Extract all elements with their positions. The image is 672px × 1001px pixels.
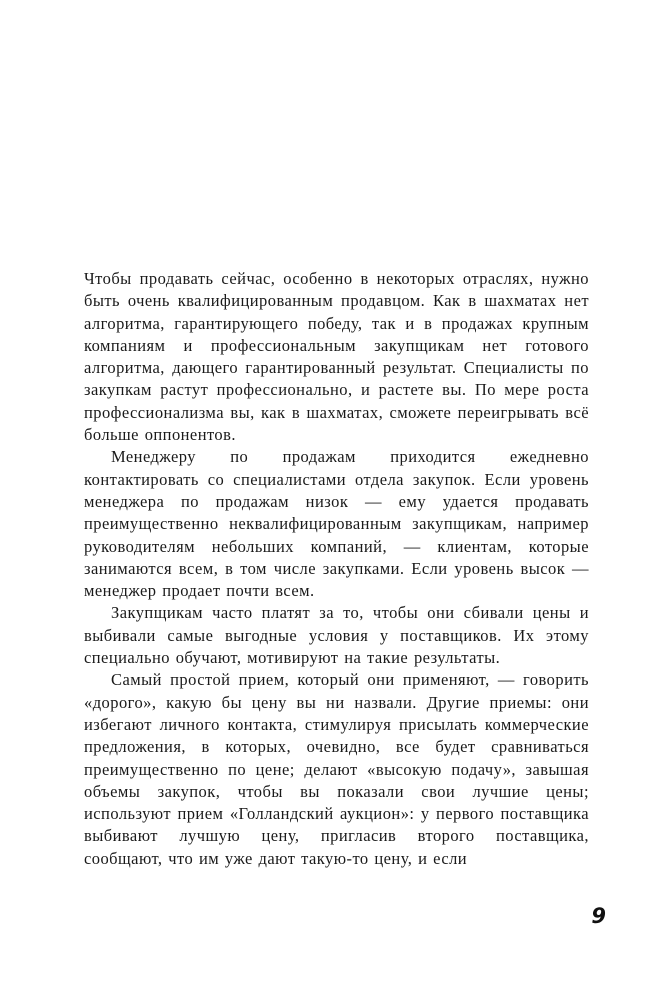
body-text — [84, 268, 589, 870]
paragraph-2: Менеджеру по продажам приходится ежедневно контактировать со специалистами отдела закупок. Если уровень менеджера по продажам низок — ему удается продавать преимущественно неквалифицированным закупщикам, например руководителям небольших компаний, — клиентам, которые занимаются всем, в том числе закупками. Если уровень высок — менеджер продает почти всем. — [84, 447, 589, 601]
paragraph-4: Самый простой прием, который они применяют, — говорить «дорого», какую бы цену вы ни назвали. Другие приемы: они избегают личного контакта, стимулируя присылать коммерческие предложения, в которых, очевидно, все будет сравниваться преимущественно по цене; делают «высокую подачу», завышая объемы закупок, чтобы вы показали свои лучшие цены; используют прием «Голландский аукцион»: у первого поставщика выбивают лучшую цену, пригласив второго поставщика, сообщают, что им уже дают такую-то цену, и если — [84, 670, 589, 868]
page-number: 9 — [591, 904, 606, 928]
paragraph-1: Чтобы продавать сейчас, особенно в некоторых отраслях, нужно быть очень квалифицированным продавцом. Как в шахматах нет алгоритма, гарантирующего победу, так и в продажах крупным компаниям и профессиональным закупщикам нет готового алгоритма, дающего гарантированный результат. Специалисты по закупкам растут профессионально, и растете вы. По мере роста профессионализма вы, как в шахматах, сможете переигрывать всё больше оппонентов. — [84, 269, 589, 445]
paragraph-3: Закупщикам часто платят за то, чтобы они сбивали цены и выбивали самые выгодные условия у поставщиков. Их этому специально обучают, мотивируют на такие результаты. — [84, 603, 589, 668]
